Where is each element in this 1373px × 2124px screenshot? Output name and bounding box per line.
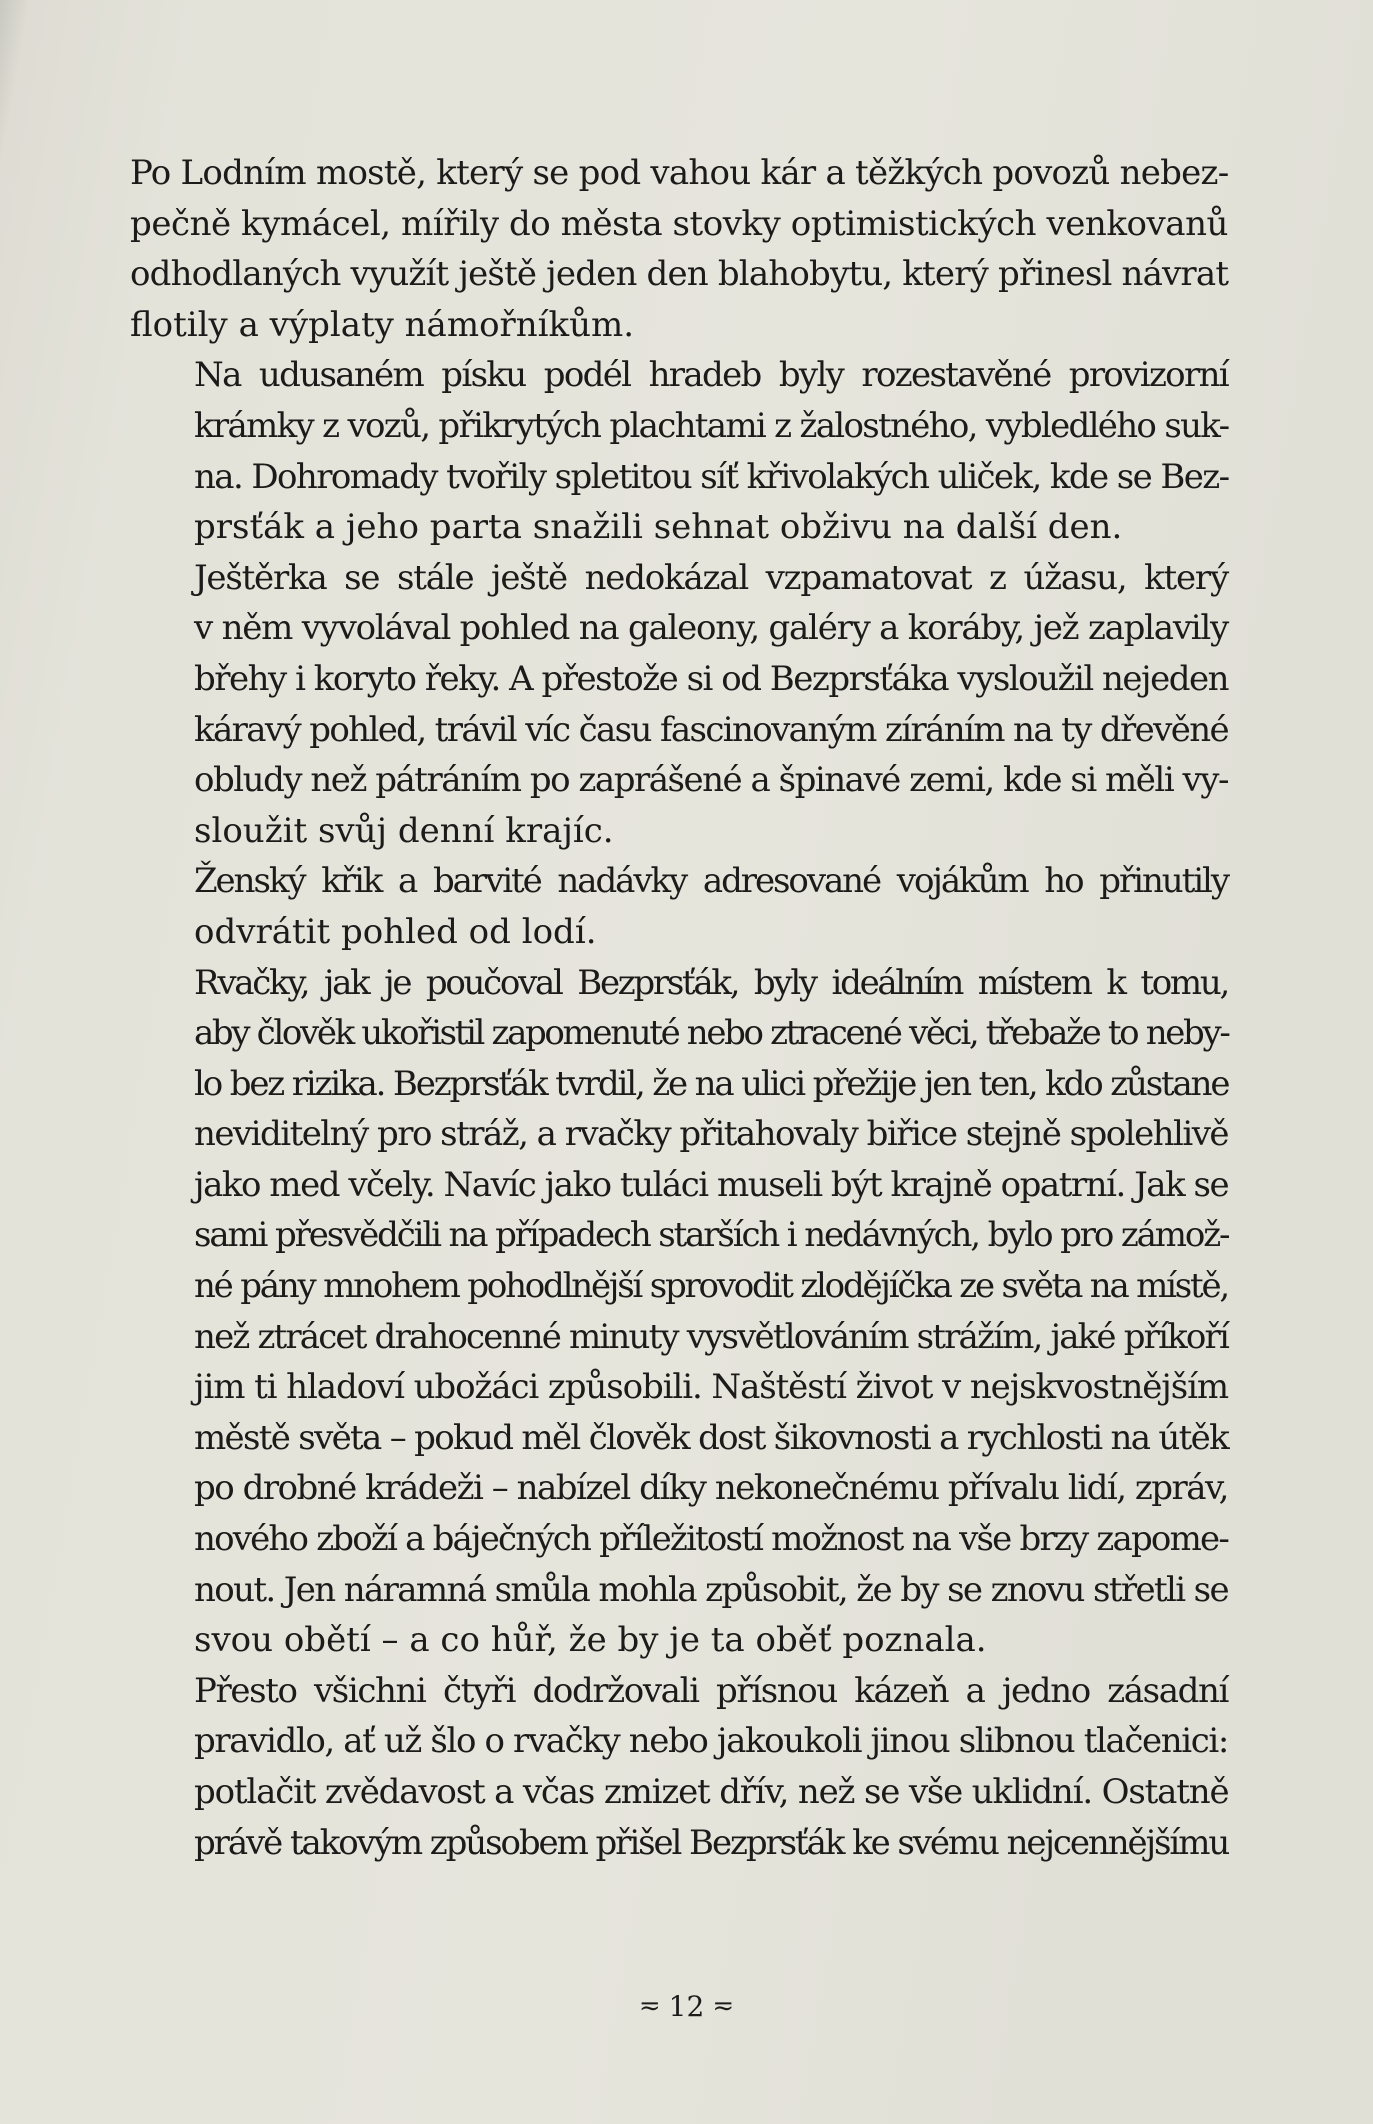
text-line: po drobné krádeži – nabízel díky nekonečnému přívalu lidí, zpráv, xyxy=(194,1468,1228,1509)
text-line: potlačit zvědavost a včas zmizet dřív, než se vše uklidní. Ostatně xyxy=(194,1772,1229,1812)
paragraph xyxy=(130,1666,1228,1868)
text-line: odhodlaných využít ještě jeden den blahobytu, který přinesl návrat xyxy=(130,254,1229,295)
text-line: krámky z vozů, přikrytých plachtami z žalostného, vybledlého suk- xyxy=(194,405,1229,446)
page-number-value: 12 xyxy=(668,1990,705,2023)
text-line: svou obětí – a co hůř, že by je ta oběť poznala. xyxy=(194,1620,987,1661)
text-line: odvrátit pohled od lodí. xyxy=(194,911,597,952)
paragraph xyxy=(130,148,1228,350)
text-line: Ženský křik a barvité nadávky adresované vojákům ho přinutily xyxy=(194,861,1228,902)
text-line: Přesto všichni čtyři dodržovali přísnou kázeň a jedno zásadní xyxy=(194,1670,1228,1711)
folio-ornament-left: ≂ xyxy=(638,1991,661,2021)
text-line: obludy než pátráním po zaprášené a špinavé zemi, kde si měli vy- xyxy=(194,760,1228,801)
text-line: nout. Jen náramná smůla mohla způsobit, že by se znovu střetli se xyxy=(194,1569,1228,1610)
text-line: pravidlo, ať už šlo o rvačky nebo jakoukoli jinou slibnou tlačenici: xyxy=(194,1721,1228,1762)
paragraph xyxy=(130,958,1228,1666)
text-line: jim ti hladoví ubožáci způsobili. Naštěstí život v nejskvostnějším xyxy=(194,1367,1229,1408)
folio-ornament-right: ≂ xyxy=(712,1991,735,2021)
paragraph xyxy=(130,553,1228,857)
text-line: lo bez rizika. Bezprsťák tvrdil, že na ulici přežije jen ten, kdo zůstane xyxy=(194,1063,1229,1104)
text-line: káravý pohled, trávil víc času fascinovaným zíráním na ty dřevěné xyxy=(194,709,1228,750)
text-line: né pány mnohem pohodlnější sprovodit zlodějíčka ze světa na místě, xyxy=(194,1266,1228,1307)
body-text xyxy=(130,148,1228,1868)
text-line: jako med včely. Navíc jako tuláci museli být krajně opatrní. Jak se xyxy=(194,1164,1229,1205)
text-line: než ztrácet drahocenné minuty vysvětlováním strážím, jaké příkoří xyxy=(194,1316,1228,1357)
text-line: sami přesvědčili na případech starších i nedávných, bylo pro zámož- xyxy=(194,1215,1229,1256)
text-line: flotily a výplaty námořníkům. xyxy=(130,304,635,345)
text-line: v něm vyvolával pohled na galeony, galéry a koráby, jež zaplavily xyxy=(194,608,1228,649)
paragraph xyxy=(130,350,1228,552)
text-line: Rvačky, jak je poučoval Bezprsťák, byly ideálním místem k tomu, xyxy=(194,962,1228,1003)
text-line: Po Lodním mostě, který se pod vahou kár a těžkých povozů nebez- xyxy=(130,153,1229,193)
text-line: Ještěrka se stále ještě nedokázal vzpamatovat z úžasu, který xyxy=(194,557,1228,598)
text-line: prsťák a jeho parta snažili sehnat obživu na další den. xyxy=(194,507,1123,548)
text-line: městě světa – pokud měl člověk dost šikovnosti a rychlosti na útěk xyxy=(194,1417,1228,1458)
paragraph xyxy=(130,856,1228,957)
text-line: Na udusaném písku podél hradeb byly rozestavěné provizorní xyxy=(194,355,1228,396)
text-line: na. Dohromady tvořily spletitou síť křivolakých uliček, kde se Bez- xyxy=(194,456,1229,497)
text-line: břehy i koryto řeky. A přestože si od Bezprsťáka vysloužil nejeden xyxy=(194,658,1228,699)
text-line: nového zboží a báječných příležitostí možnost na vše brzy zapome- xyxy=(194,1519,1228,1560)
text-line: sloužit svůj denní krajíc. xyxy=(194,810,614,851)
text-line: pečně kymácel, mířily do města stovky optimistických venkovanů xyxy=(130,203,1228,244)
page-number xyxy=(0,1990,1373,2023)
text-line: aby člověk ukořistil zapomenuté nebo ztracené věci, třebaže to neby- xyxy=(194,1013,1229,1054)
text-line: právě takovým způsobem přišel Bezprsťák ke svému nejcennějšímu xyxy=(194,1822,1229,1863)
text-line: neviditelný pro stráž, a rvačky přitahovaly biřice stejně spolehlivě xyxy=(194,1114,1228,1155)
